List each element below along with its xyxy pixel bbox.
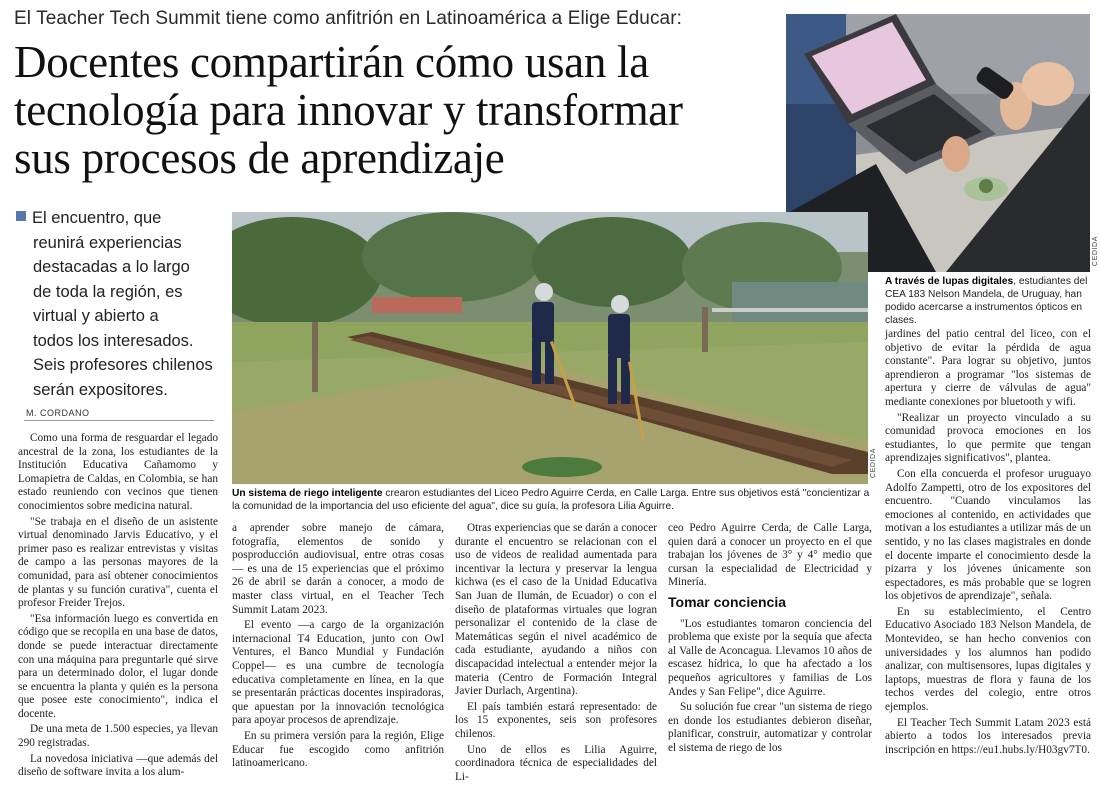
byline: M. CORDANO [26, 408, 90, 418]
body-column-4 [668, 522, 872, 758]
lead-line: El encuentro, que [32, 209, 162, 227]
lead-line: de toda la región, es [33, 282, 183, 301]
lead-line: destacadas a lo largo [33, 258, 190, 276]
article-headline [14, 38, 784, 182]
lead-line: Seis profesores chilenos [33, 356, 213, 374]
body-paragraph: Uno de ellos es Lilia Aguirre, coordinadora técnica de especialidades del Li- [455, 743, 657, 783]
body-paragraph: De una meta de 1.500 especies, ya llevan 290 registradas. [18, 723, 218, 750]
body-paragraph: Otras experiencias que se darán a conocer durante el encuentro se relacionan con el uso de videos de realidad aumentada para incentivar la lectura y preservar la lengua kichwa (es el caso de la Unidad Educativa San Juan de Ilumán, de Ecuador) o con el diseño de plataformas virtuales que logran personalizar el contenido de la clase de Matemáticas según el nivel académico de cada estudiante, ayudando a niños con discapacidad intelectual a entender mejor la materia (Centro de Formación Integral Javier Durlach, Argentina). [455, 522, 657, 698]
body-paragraph: a aprender sobre manejo de cámara, fotografía, elementos de sonido y posproducción audiovisual, entre otras cosas— es una de 15 experiencias que el próximo 26 de abril se darán a conocer, a modo de master class virtual, en el Teacher Tech Summit Latam 2023. [232, 522, 444, 616]
body-paragraph: "Esa información luego es convertida en código que se recopila en una base de datos, donde se puede interactuar directamente con una máquina para preguntarle qué sirve para un determinado dolor, el lugar donde se encuentra la planta y quién es la persona que posee este conocimiento", indica el docente. [18, 612, 218, 720]
caption-bold: Un sistema de riego inteligente [232, 488, 383, 499]
body-paragraph: ceo Pedro Aguirre Cerda, de Calle Larga, quien dará a conocer un proyecto en el que trabajan los jóvenes de 3° y 4° medio que cursan la especialidad de Electricidad y Minería. [668, 522, 872, 589]
body-column-1 [18, 432, 218, 782]
body-paragraph: En su establecimiento, el Centro Educativo Asociado 183 Nelson Mandela, de Montevideo, se han hecho convenios con universidades y los alumnos han podido analizar, con multisensores, lupas digitales y laptops, muestras de flora y fauna de los techos verdes del colegio, entre otros ejemplos. [885, 605, 1091, 714]
headline-line: tecnología para innovar y transformar [14, 85, 683, 135]
lead-line: todos los interesados. [33, 331, 194, 350]
body-paragraph: La novedosa iniciativa —que además del diseño de software invita a los alum- [18, 752, 218, 779]
body-paragraph: El país también estará representado: de los 15 exponentes, seis son profesores chilenos. [455, 700, 657, 740]
article-kicker: El Teacher Tech Summit tiene como anfitrión en Latinoamérica a Elige Educar: [14, 8, 683, 29]
headline-line: sus procesos de aprendizaje [14, 133, 505, 183]
body-paragraph: Como una forma de resguardar el legado ancestral de la zona, los estudiantes de la Institución Educativa Cañamomo y Lomapietra de Caldas, en Colombia, se han estado reuniendo con vecinos que tienen conocimientos sobre medicina natural. [18, 432, 218, 512]
caption-text: crearon estudiantes del Liceo Pedro Aguirre Cerda, en Calle Larga. Entre sus objetivos está "concientizar a la comunidad de la importancia del uso eficiente del agua", dice su guía, la profesora Lilia Aguirre. [232, 488, 870, 512]
lead-line: serán expositores. [33, 380, 168, 399]
body-paragraph: jardines del patio central del liceo, con el objetivo de evitar la pérdida de agua constante". Para lograr su objetivo, juntos aprendieron a programar "los sistemas de apertura y cierre de válvulas de agua" mediante conexiones por bluetooth y wifi. [885, 328, 1091, 408]
lead-bullet-icon [16, 211, 26, 221]
body-paragraph: "Los estudiantes tomaron conciencia del problema que existe por la sequía que afecta al Valle de Aconcagua. Llevamos 10 años de escasez hídrica, lo que ha afectado a los pequeños agricultores y familias de Los Andes y San Felipe", dice Aguirre. [668, 617, 872, 698]
top-photo-caption [885, 275, 1091, 327]
body-column-5 [885, 328, 1091, 759]
body-column-3 [455, 522, 657, 786]
body-paragraph: Su solución fue crear "un sistema de riego en donde los estudiantes debieron diseñar, planificar, construir, automatizar y controlar el sistema de riego de los [668, 701, 872, 754]
section-heading: Tomar conciencia [668, 593, 787, 610]
body-paragraph: Con ella concuerda el profesor uruguayo Adolfo Zampetti, otro de los expositores del encuentro. "Cuando vinculamos las emociones al contenido, en actividades que motivan a los estudiantes a utilizar más de un sentido, y no las clases magistrales en donde el docente imparte el conocimiento desde la pizarra y los jóvenes únicamente son espectadores, es más probable que se logren los objetivos de aprendizaje", señala. [885, 467, 1091, 603]
body-column-2 [232, 522, 444, 773]
photo-credit-main: CEDIDA [870, 448, 877, 479]
body-paragraph: En su primera versión para la región, Elige Educar fue escogido como anfitrión latinoamericano. [232, 729, 444, 770]
caption-bold: A través de lupas digitales [885, 276, 1014, 287]
irrigation-system-photo [232, 212, 868, 484]
caption-text: , estudiantes del CEA 183 Nelson Mandela, de Uruguay, han podido acercarse a instrumentos ópticos en clases. [885, 276, 1088, 326]
photo-credit-top: CEDIDA [1092, 236, 1099, 267]
lead-line: reunirá experiencias [33, 233, 182, 252]
body-paragraph: "Se trabaja en el diseño de un asistente virtual denominado Jarvis Educativo, y el primer paso es realizar entrevistas y visitas de campo a las personas mayores de la comunidad, para así obtener conocimientos de plantas y su función curativa", cuenta el profesor Freider Trejos. [18, 515, 218, 610]
main-photo-caption [232, 487, 872, 513]
article-lead [16, 206, 221, 402]
lead-line: virtual y abierto a [33, 307, 159, 325]
headline-line: Docentes compartirán cómo usan la [14, 37, 649, 87]
body-paragraph: "Realizar un proyecto vinculado a su comunidad provoca emociones en los estudiantes, lo que permite que tengan aprendizajes significativos", plantea. [885, 411, 1091, 465]
byline-divider [24, 420, 214, 421]
body-paragraph: El Teacher Tech Summit Latam 2023 está abierto a todos los interesados previa inscripción en https://eu1.hubs.ly/H03gv7T0. [885, 716, 1091, 756]
body-paragraph: El evento —a cargo de la organización internacional T4 Education, junto con Owl Ventures, el Banco Mundial y Fundación Coppel— es una cumbre de tecnología educativa completamente en línea, en la que se presentarán prácticas docentes inspiradoras, que apuestan por la innovación tecnológica para apoyar procesos de aprendizaje. [232, 619, 444, 727]
